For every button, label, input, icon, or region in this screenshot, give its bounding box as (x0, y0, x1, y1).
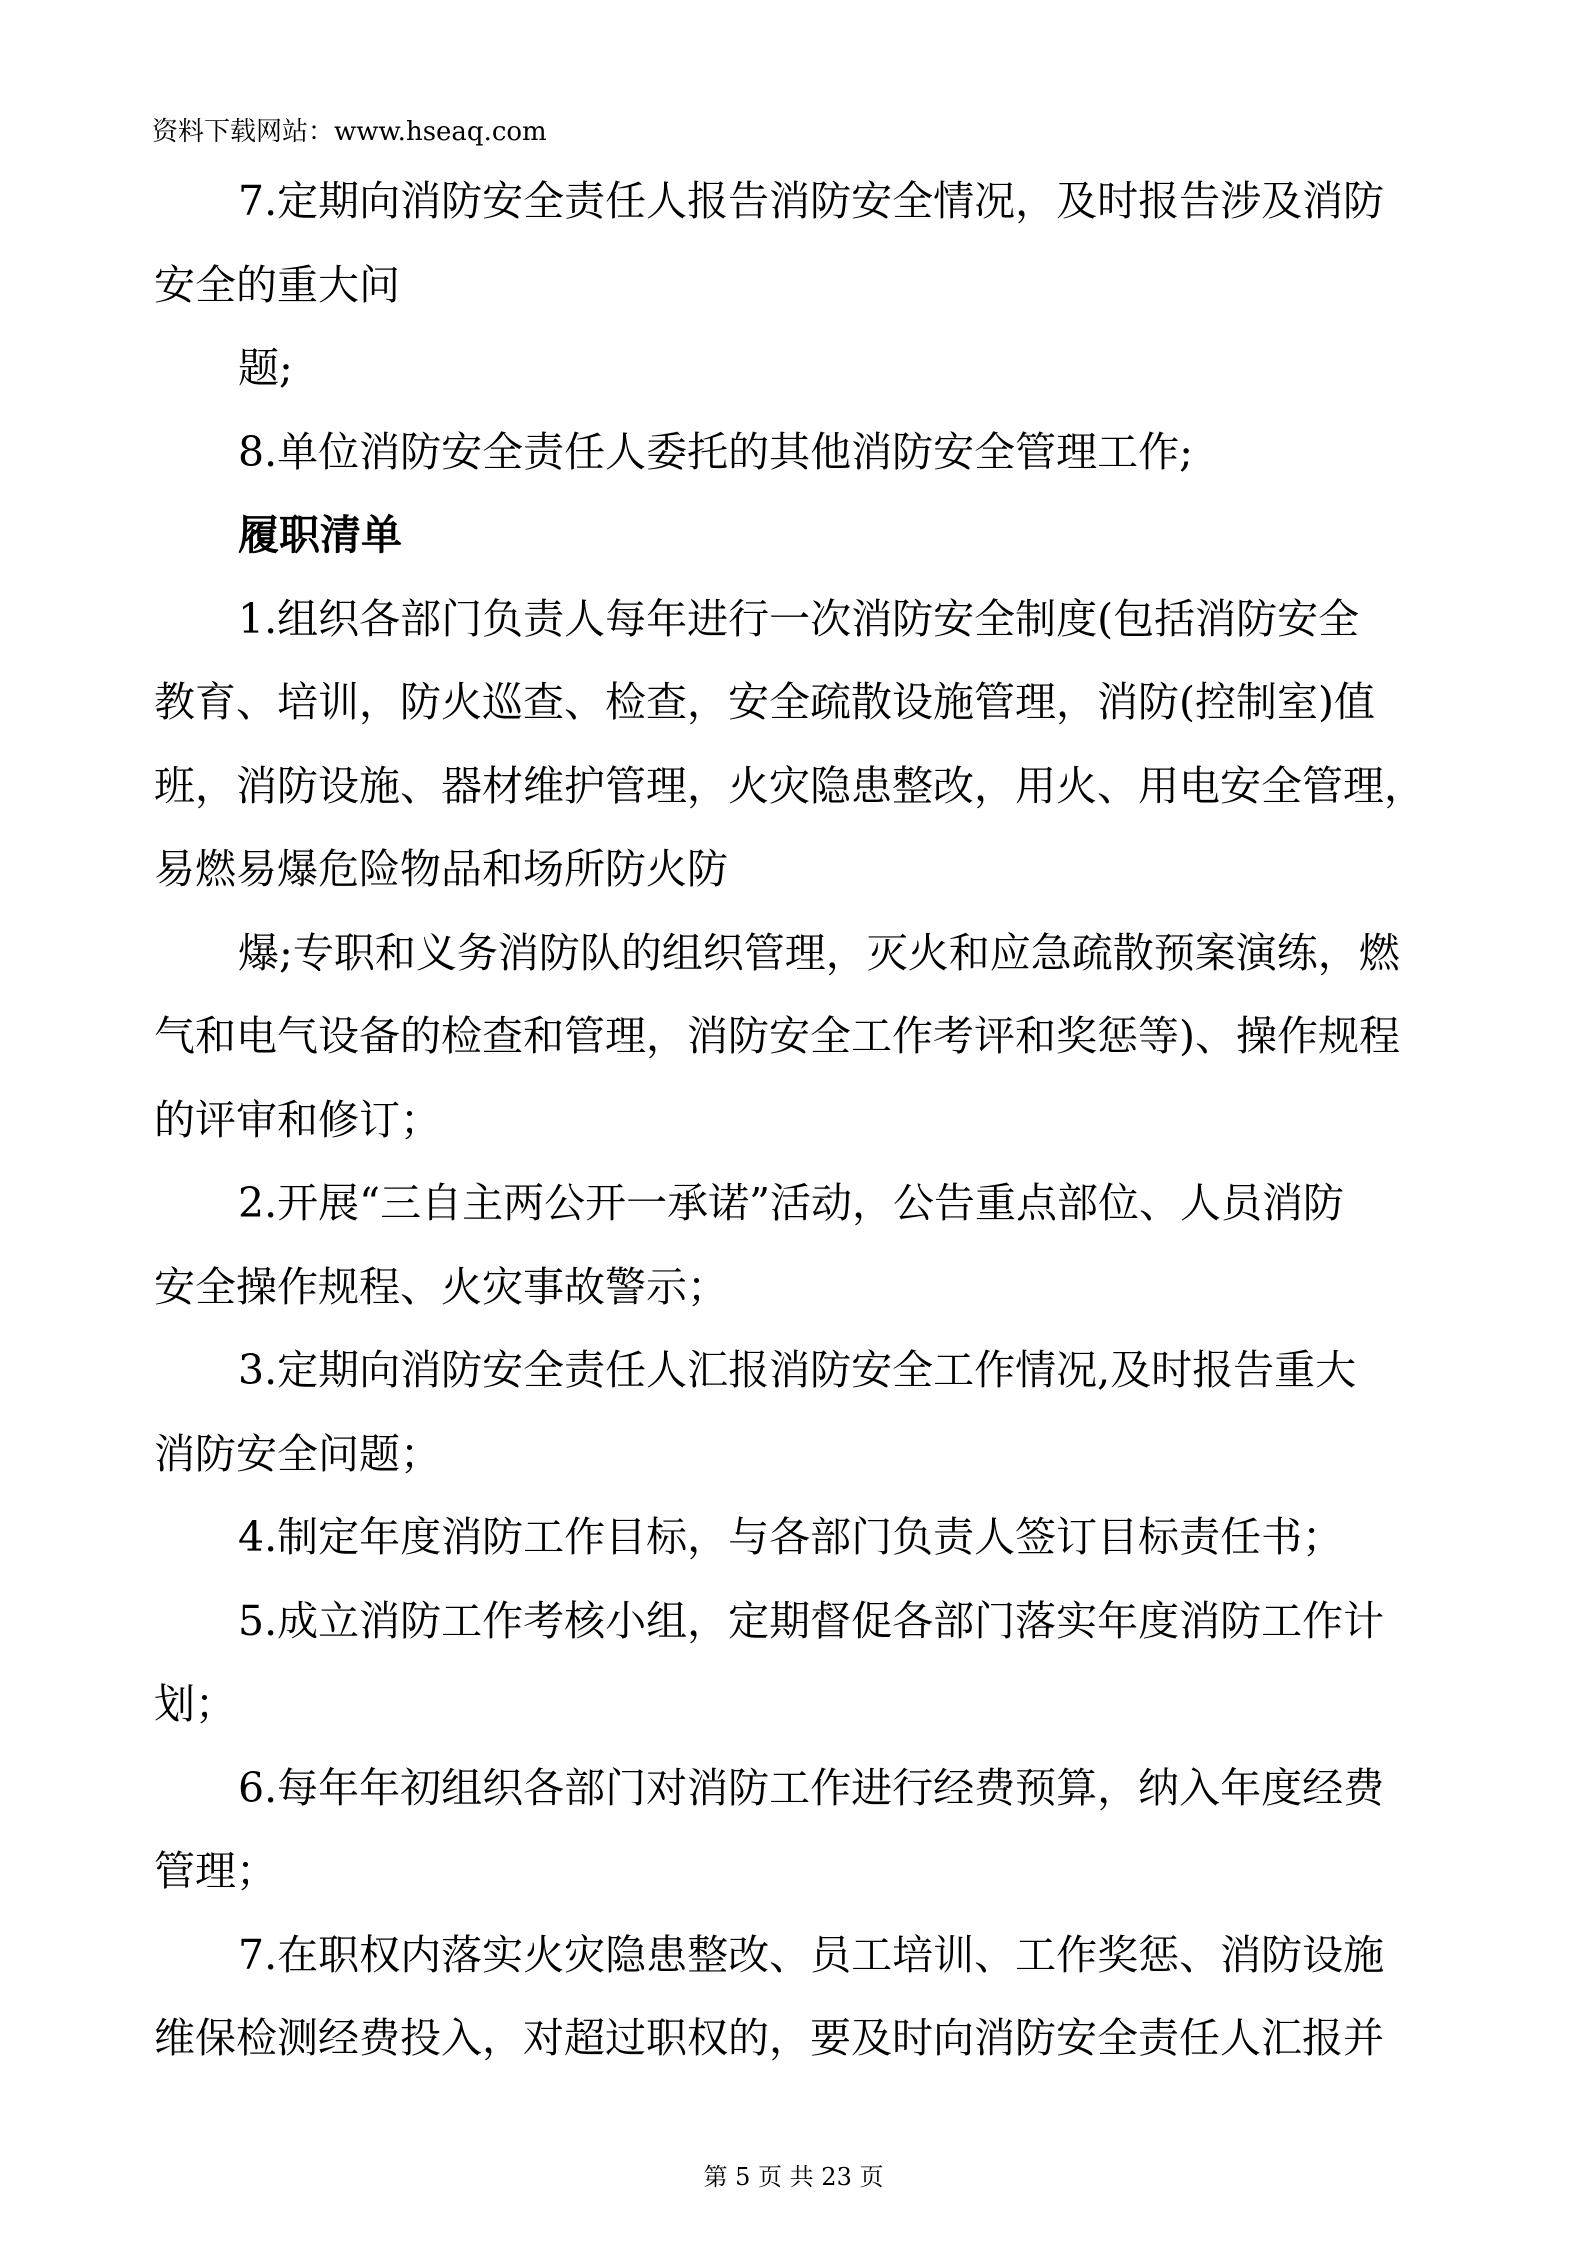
text-line: 安全的重大问 (154, 260, 400, 309)
text-line: 维保检测经费投入，对超过职权的，要及时向消防安全责任人汇报并 (154, 2014, 1384, 2062)
text-line: 2.开展“三自主两公开一承诺”活动，公告重点部位、人员消防 (238, 1179, 1345, 1227)
text-line: 安全操作规程、火灾事故警示； (154, 1262, 728, 1311)
text-line: 管理； (154, 1847, 277, 1895)
text-line: 4.制定年度消防工作目标，与各部门负责人签订目标责任书； (238, 1513, 1344, 1561)
text-line: 8.单位消防安全责任人委托的其他消防安全管理工作; (238, 427, 1193, 476)
document-body (154, 160, 1442, 2081)
page-footer: 第 5 页 共 23 页 (703, 2163, 884, 2191)
text-line: 6.每年年初组织各部门对消防工作进行经费预算，纳入年度经费 (238, 1763, 1385, 1812)
text-line: 爆;专职和义务消防队的组织管理，灭火和应急疏散预案演练，燃 (238, 928, 1400, 977)
text-line: 班，消防设施、器材维护管理，火灾隐患整改，用火、用电安全管理， (154, 761, 1425, 810)
text-line: 7.在职权内落实火灾隐患整改、员工培训、工作奖惩、消防设施 (238, 1930, 1385, 1979)
text-line: 5.成立消防工作考核小组，定期督促各部门落实年度消防工作计 (238, 1596, 1385, 1645)
text-line: 的评审和修订； (154, 1095, 441, 1144)
text-line: 7.定期向消防安全责任人报告消防安全情况，及时报告涉及消防 (238, 177, 1385, 225)
text-line: 1.组织各部门负责人每年进行一次消防安全制度(包括消防安全 (238, 594, 1360, 643)
text-line: 消防安全问题； (154, 1429, 441, 1478)
text-line: 3.定期向消防安全责任人汇报消防安全工作情况,及时报告重大 (238, 1346, 1357, 1394)
text-line: 气和电气设备的检查和管理，消防安全工作考评和奖惩等)、操作规程 (154, 1012, 1400, 1060)
text-line: 题; (238, 344, 293, 392)
text-line: 易燃易爆危险物品和场所防火防 (154, 845, 728, 893)
section-heading: 履职清单 (238, 511, 402, 559)
text-line: 教育、培训，防火巡查、检查，安全疏散设施管理，消防(控制室)值 (154, 678, 1375, 726)
page-header: 资料下载网站：www.hseaq.com (152, 117, 547, 147)
text-line: 划； (154, 1680, 236, 1728)
